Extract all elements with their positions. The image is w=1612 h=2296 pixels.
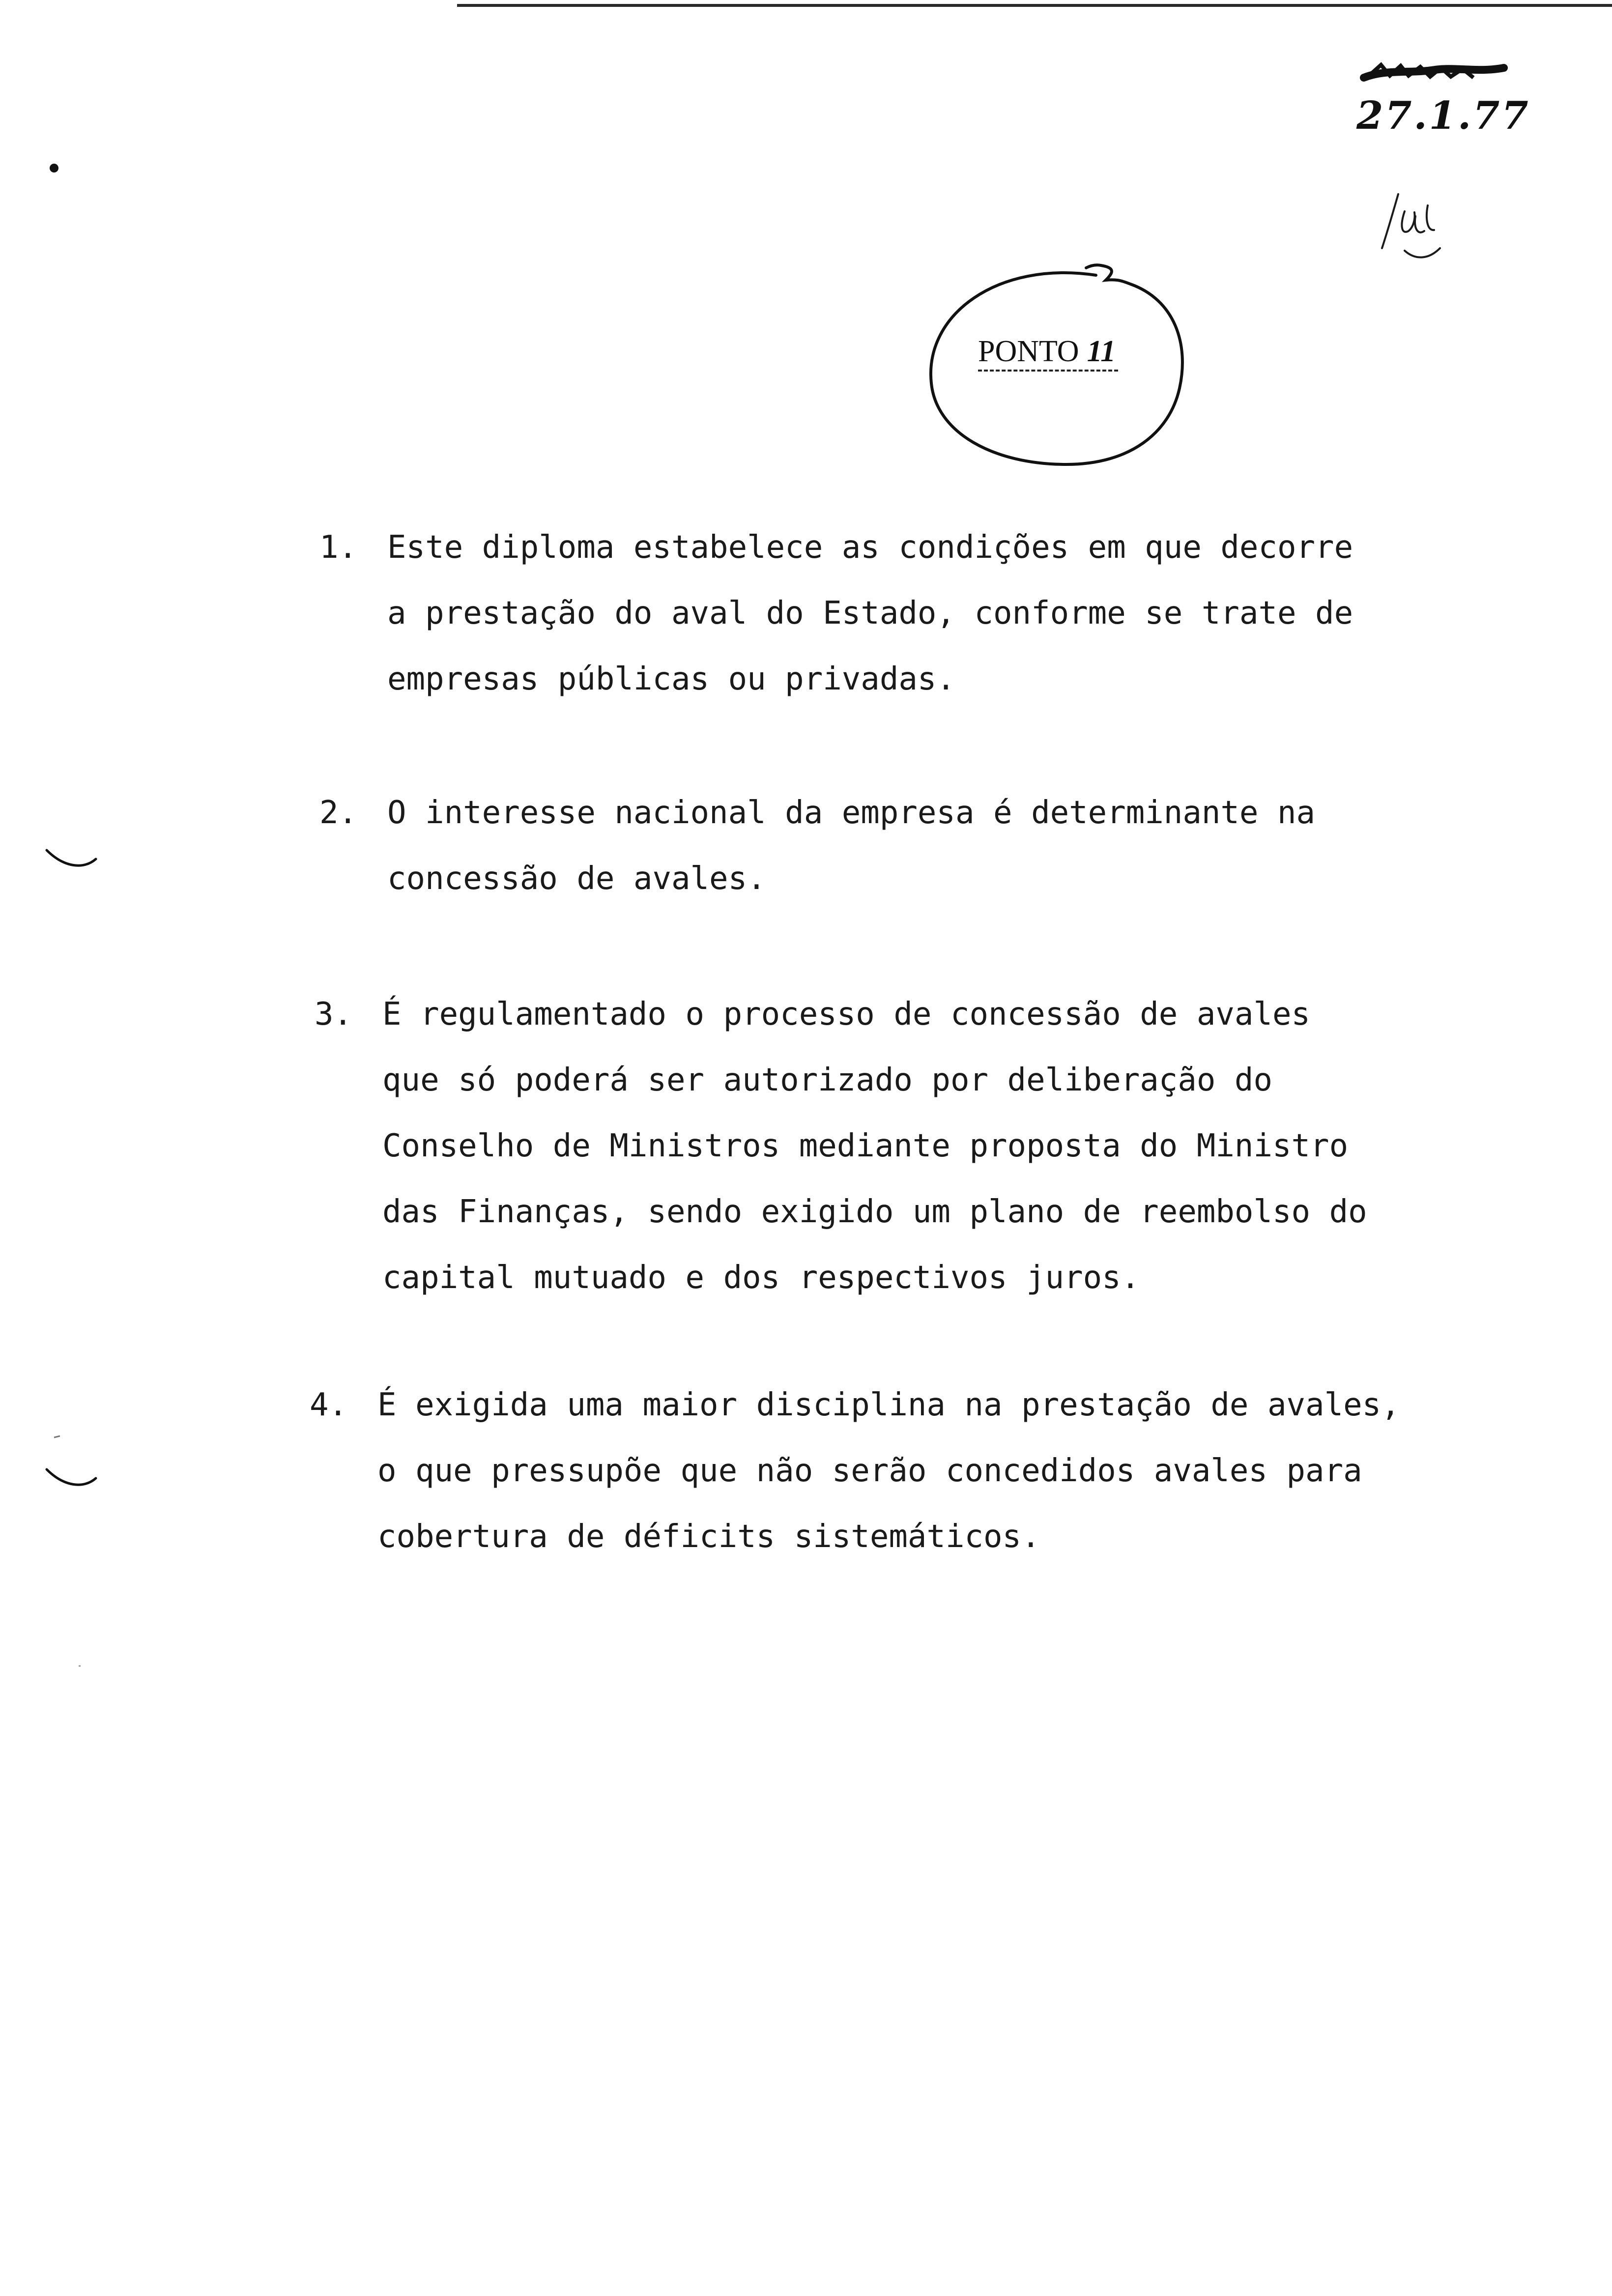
item-number: 4. — [310, 1387, 348, 1423]
item-number: 1. — [319, 529, 358, 566]
list-item — [319, 515, 1353, 712]
item-line: Este diploma estabelece as condições em que decorre — [387, 529, 1353, 566]
margin-speck — [54, 1436, 60, 1437]
margin-curve-mark — [47, 1469, 96, 1485]
list-item — [310, 1372, 1400, 1570]
handwritten-date: 27.1.77 — [1356, 93, 1530, 138]
item-number: 2. — [319, 795, 358, 831]
item-line: que só poderá ser autorizado por deliberação do — [382, 1062, 1272, 1098]
item-line: das Finanças, sendo exigido um plano de reembolso do — [382, 1194, 1367, 1230]
signature-initials — [1382, 194, 1440, 258]
item-line: o que pressupõe que não serão concedidos avales para — [377, 1453, 1362, 1489]
item-line: empresas públicas ou privadas. — [387, 661, 955, 697]
item-number: 3. — [315, 996, 353, 1033]
ponto-label: PONTO — [978, 335, 1079, 368]
item-line: a prestação do aval do Estado, conforme se trate de — [387, 595, 1353, 631]
item-line: O interesse nacional da empresa é determinante na — [387, 795, 1316, 831]
ponto-title — [978, 334, 1116, 369]
margin-dot — [50, 164, 58, 172]
list-item — [319, 780, 1315, 912]
ponto-number: 11 — [1087, 335, 1116, 368]
item-line: Conselho de Ministros mediante proposta do Ministro — [382, 1128, 1349, 1164]
list-item — [315, 981, 1367, 1311]
item-line: É regulamentado o processo de concessão de avales — [382, 996, 1311, 1033]
item-line: capital mutuado e dos respectivos juros. — [382, 1260, 1140, 1296]
item-line: concessão de avales. — [387, 861, 766, 897]
margin-curve-mark — [47, 850, 96, 865]
ponto-underline — [978, 370, 1118, 372]
item-line: cobertura de déficits sistemáticos. — [377, 1519, 1040, 1555]
item-line: É exigida uma maior disciplina na prestação de avales, — [377, 1387, 1400, 1423]
